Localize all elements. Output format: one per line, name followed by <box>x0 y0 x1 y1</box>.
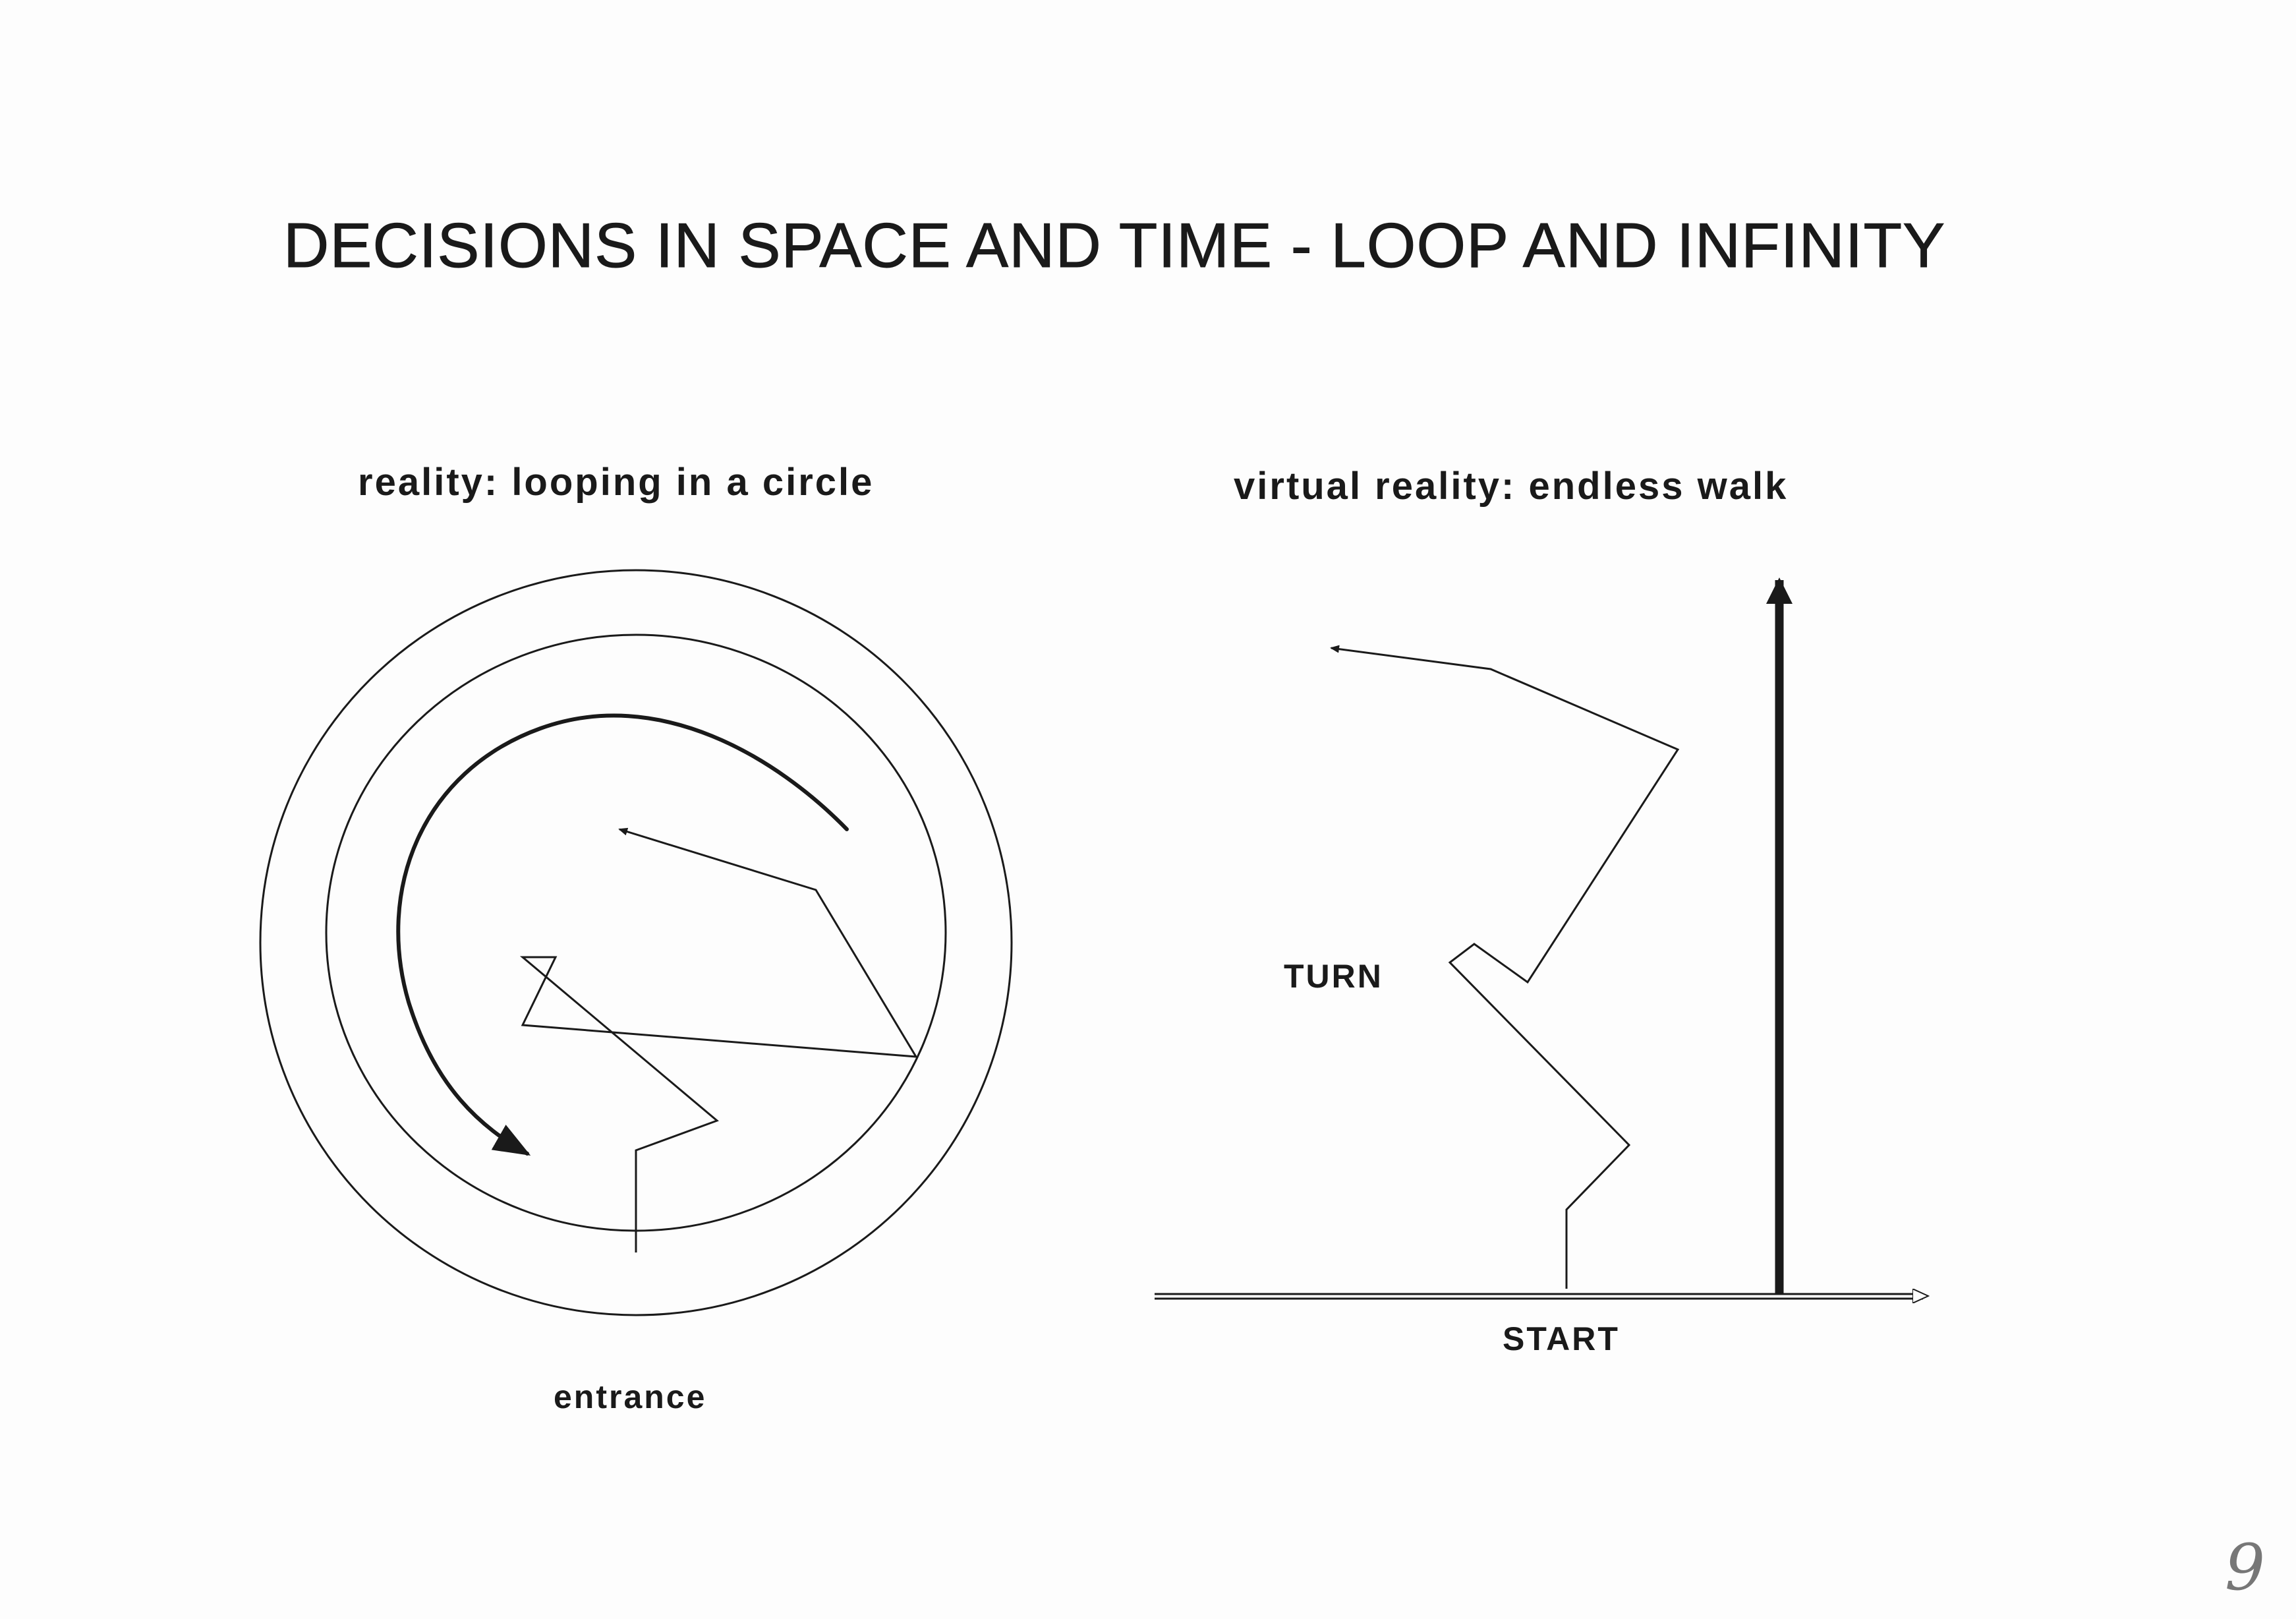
loop-arrow <box>398 716 847 1154</box>
baseline-arrow <box>1155 1294 1928 1299</box>
virtual-path <box>1331 648 1678 1289</box>
turn-label: TURN <box>1284 958 1383 995</box>
start-label: START <box>1503 1320 1620 1357</box>
reality-heading: reality: looping in a circle <box>358 461 875 504</box>
entrance-label: entrance <box>554 1378 707 1415</box>
reality-path <box>523 829 916 1252</box>
virtual-reality-heading: virtual reality: endless walk <box>1234 465 1789 508</box>
page-title: DECISIONS IN SPACE AND TIME - LOOP AND INFINITY <box>283 210 1946 281</box>
inner-circle <box>326 635 946 1231</box>
page-number: 9 <box>2225 1531 2266 1604</box>
